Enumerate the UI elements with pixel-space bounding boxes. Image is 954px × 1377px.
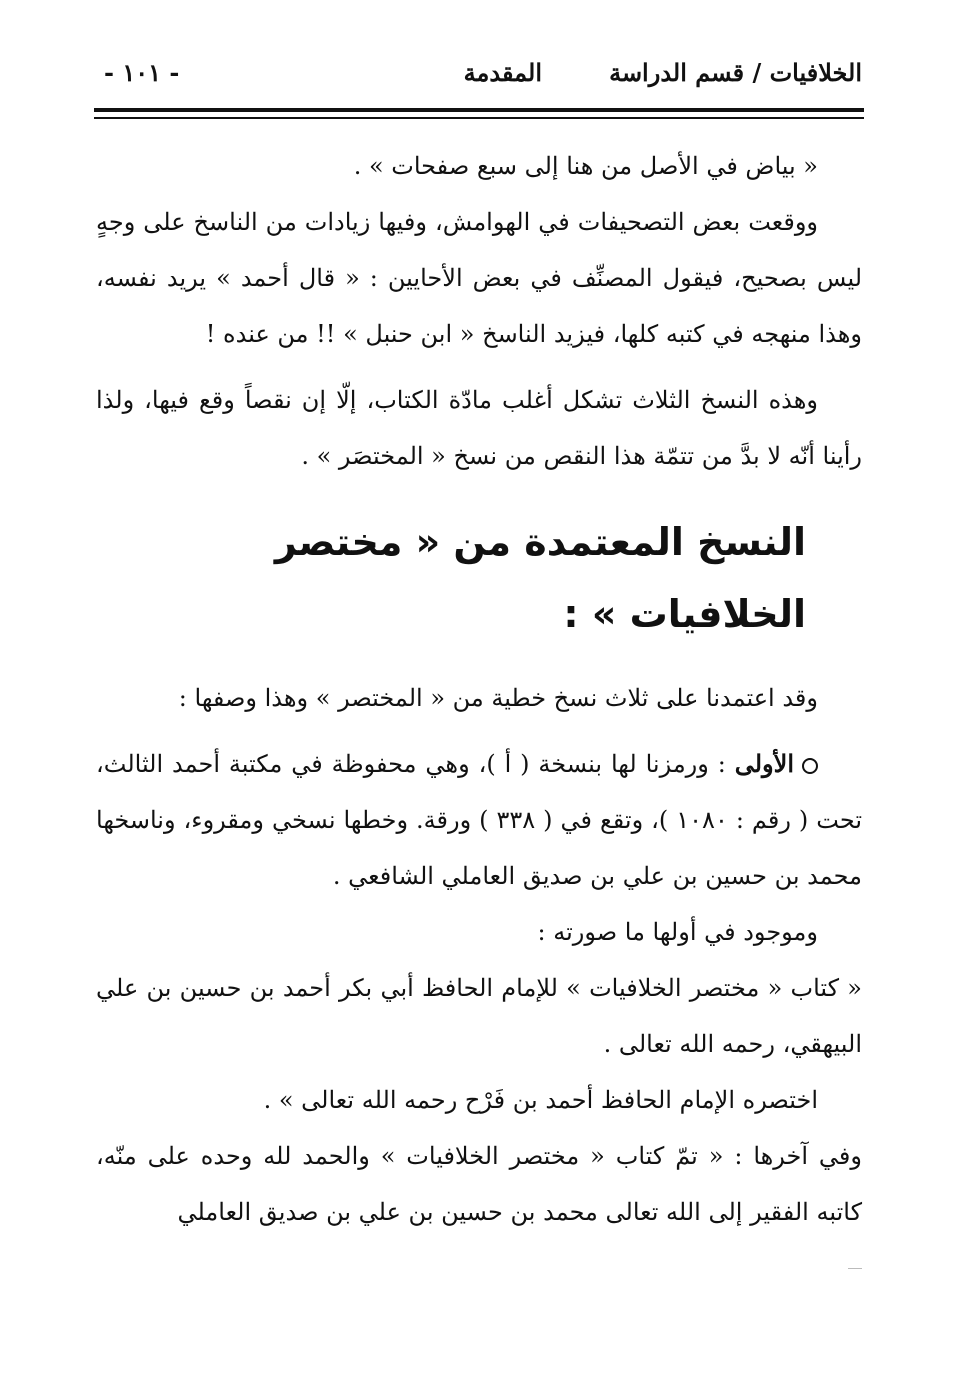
paragraph: وفي آخرها : « تمّ كتاب « مختصر الخلافيات » والحمد لله وحده على منّه، كاتبه الفقير إلى الله تعالى محمد بن حسين بن علي بن صديق العاملي: [96, 1142, 862, 1226]
paragraph: وموجود في أولها ما صورته :: [537, 918, 818, 946]
header-rule-thick: [94, 108, 864, 112]
page-number: - ١٠١ -: [104, 58, 180, 87]
paragraph: وقد اعتمدنا على ثلاث نسخ خطية من « المختصر » وهذا وصفها :: [178, 684, 818, 712]
page-speck: [848, 1268, 862, 1269]
section-title: المقدمة: [463, 58, 542, 87]
list-item: [96, 736, 862, 904]
page-body: [96, 138, 862, 1240]
paragraph: « كتاب « مختصر الخلافيات » للإمام الحافظ أبي بكر أحمد بن حسين بن علي البيهقي، رحمه الله تعالى .: [96, 974, 862, 1058]
paragraph: اختصره الإمام الحافظ أحمد بن فَرْح رحمه الله تعالى » .: [263, 1086, 818, 1114]
paragraph: ووقعت بعض التصحيفات في الهوامش، وفيها زيادات من الناسخ على وجهٍ ليس بصحيح، فيقول المصنِّف في بعض الأحايين : « قال أحمد » يريد نفسه، وهذا منهجه في كتبه كلها، فيزيد الناسخ « ابن حنبل » !! من عنده !: [96, 208, 863, 348]
running-header: [96, 52, 862, 96]
item-lead: الأولى: [734, 749, 794, 778]
circle-bullet-icon: [802, 758, 818, 774]
header-rule-thin: [94, 117, 864, 119]
paragraph: « بياض في الأصل من هنا إلى سبع صفحات » .: [353, 152, 818, 180]
item-text: : ورمزنا لها بنسخة ( أ )، وهي محفوظة في مكتبة أحمد الثالث، تحت ( رقم : ١٠٨٠ )، وتقع في ( ٣٣٨ ) ورقة. وخطها نسخي ومقروء، وناسخها محمد بن حسين بن علي بن صديق العاملي الشافعي .: [96, 750, 862, 890]
paragraph: وهذه النسخ الثلاث تشكل أغلب مادّة الكتاب، إلّا إن نقصاً وقع فيها، ولذا رأينا أنّه لا بدَّ من تتمّة هذا النقص من نسخ « المختصَر » .: [96, 386, 862, 470]
section-heading: النسخ المعتمدة من « مختصر الخلافيات » :: [274, 520, 806, 636]
book-title: الخلافيات / قسم الدراسة: [609, 58, 862, 87]
